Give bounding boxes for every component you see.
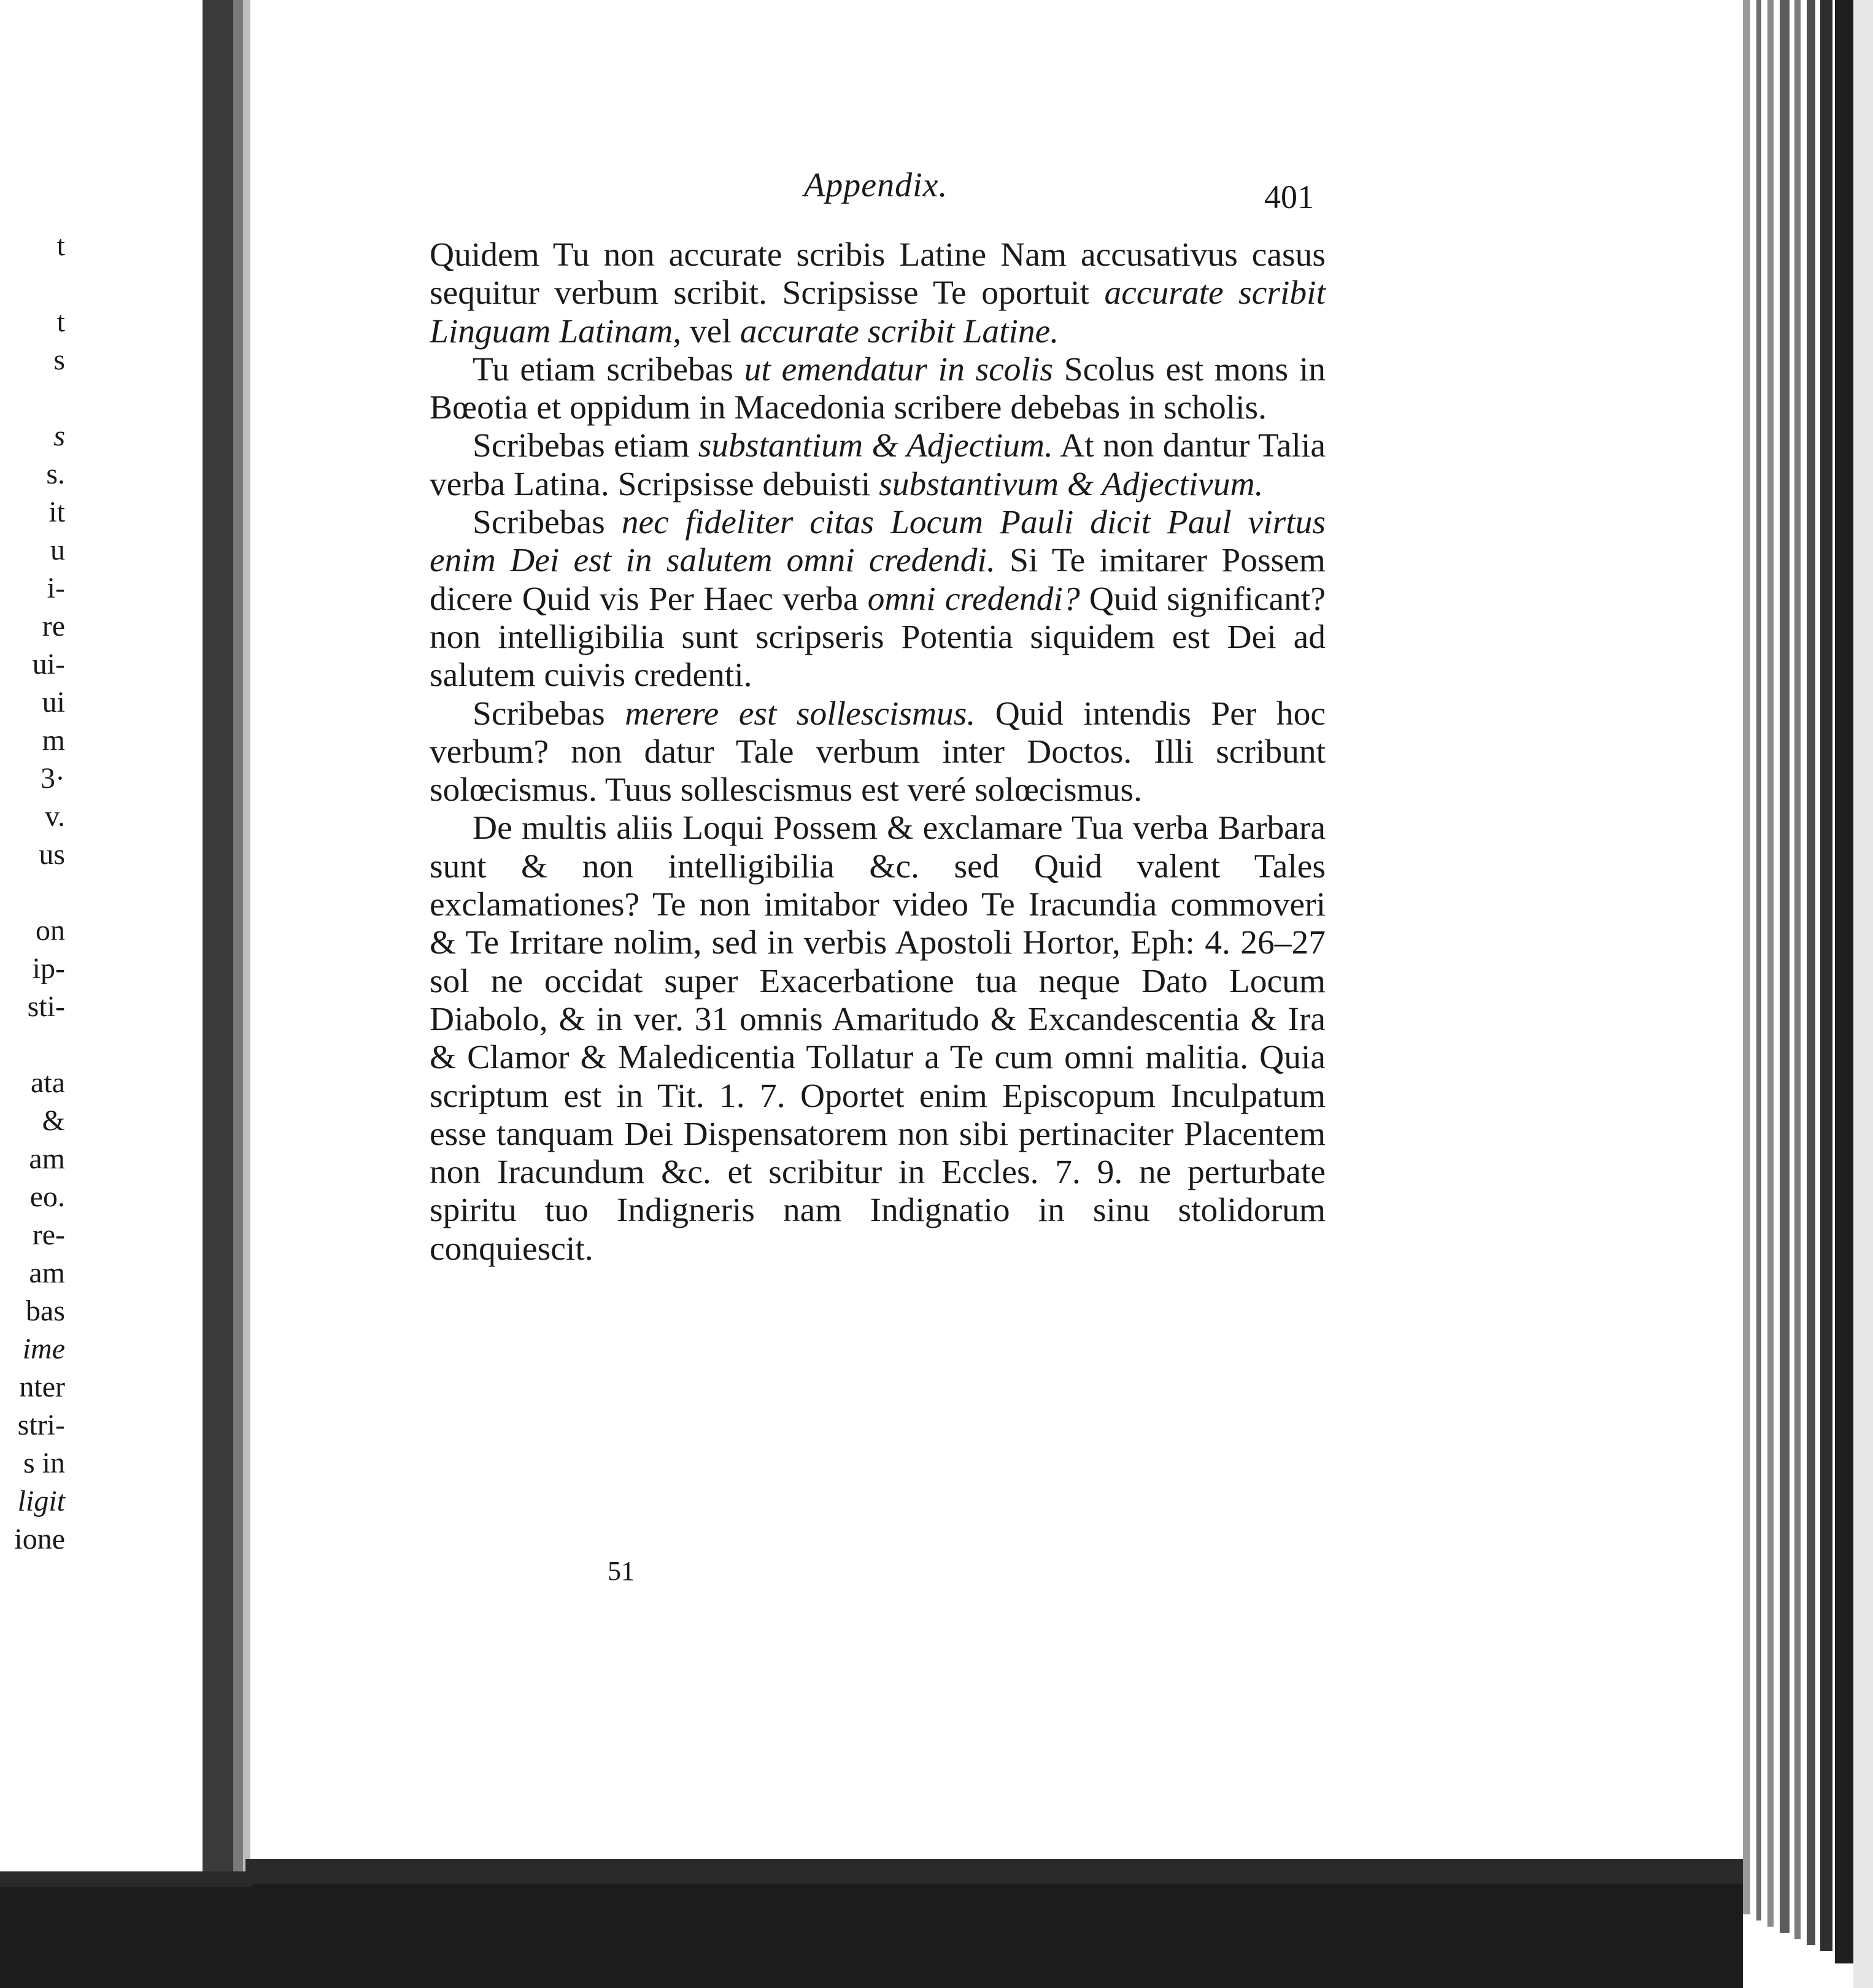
running-head: Appendix. <box>804 166 948 204</box>
facing-line: m <box>42 724 65 757</box>
italic-text: substantivum & Adjectivum. <box>879 465 1264 503</box>
facing-line: stri- <box>17 1409 65 1441</box>
text-run: Scribebas etiam <box>473 427 698 465</box>
facing-line: am <box>29 1142 65 1175</box>
facing-line <box>0 379 68 417</box>
facing-line: s <box>53 420 65 452</box>
text-run: Si Te imitarer Possem dicere Quid vis Per Haec verba <box>430 542 1326 618</box>
paragraph <box>430 695 1326 810</box>
facing-line: re <box>42 610 65 642</box>
italic-text: accurate scribit Linguam Latinam, <box>430 274 1326 350</box>
text-run: Scribebas <box>473 504 622 542</box>
facing-line: ui <box>42 686 65 719</box>
text-run: Tu etiam scribebas <box>473 350 744 388</box>
facing-line: i- <box>47 572 65 604</box>
text-run: Scolus est mons in Bœotia et oppidum in Macedonia scribere debebas in scholis. <box>430 350 1326 427</box>
facing-line: bas <box>26 1295 65 1327</box>
page-number: 401 <box>1264 179 1314 215</box>
italic-text: substantium & Adjectium. <box>698 427 1053 465</box>
facing-line: s in <box>23 1447 65 1479</box>
signature-mark: 51 <box>608 1556 635 1586</box>
text-run: Scribebas <box>473 695 625 733</box>
facing-line: it <box>48 496 65 528</box>
facing-line: 3· <box>41 762 65 795</box>
italic-text: ut emendatur in scolis <box>744 350 1053 388</box>
text-run: vel <box>681 312 740 350</box>
italic-text: omni credendi? <box>867 580 1080 618</box>
body-text <box>430 236 1326 1268</box>
facing-line: s <box>53 344 65 376</box>
italic-text: accurate scribit Latine. <box>740 312 1059 350</box>
paragraph <box>430 351 1326 428</box>
facing-line: re- <box>32 1219 65 1251</box>
facing-line: t <box>56 229 65 262</box>
text-run: Quid intendis Per hoc verbum? non datur Tale verbum inter Doctos. Illi scribunt solœcismus. Tuus sollescismus est veré solœcismus. <box>430 695 1326 809</box>
facing-page-fragments <box>0 227 68 1558</box>
italic-text: merere est sollescismus. <box>625 695 976 733</box>
italic-text: nec fideliter citas Locum Pauli dicit Paul virtus enim Dei est in salutem omni credendi. <box>430 504 1326 580</box>
facing-line <box>0 1026 68 1064</box>
facing-line: nter <box>19 1371 65 1403</box>
facing-line: t <box>56 306 65 338</box>
paragraph <box>430 504 1326 695</box>
paragraph <box>430 809 1326 1268</box>
facing-line: v. <box>45 800 65 833</box>
facing-line: am <box>29 1257 65 1289</box>
facing-line: eo. <box>29 1181 65 1213</box>
facing-line <box>0 265 68 303</box>
facing-line: ui- <box>32 648 65 680</box>
facing-line: ime <box>22 1333 65 1365</box>
text-run: At non dantur Talia verba Latina. Scripsisse debuisti <box>430 427 1326 503</box>
bottom-band <box>0 1878 1743 1988</box>
facing-line: on <box>36 914 65 947</box>
facing-line: ip- <box>32 952 65 985</box>
text-run: Quidem Tu non accurate scribis Latine Nam accusativus casus sequitur verbum scribit. Scripsisse Te oportuit <box>430 236 1326 312</box>
text-run: Quid significant? non intelligibilia sunt scripseris Potentia siquidem est Dei ad salutem cuivis credenti. <box>430 580 1326 695</box>
paragraph <box>430 427 1326 504</box>
facing-line <box>0 874 68 912</box>
text-run: De multis aliis Loqui Possem & exclamare Tua verba Barbara sunt & non intelligibilia &c. sed Quid valent Tales exclamationes? Te non imitabor video Te Iracundia commoveri & Te Irritare nolim, sed in verbis Apostoli Hortor, Eph: 4. 26–27 sol ne occidat super Exacerbatione tua neque Dato Locum Diabolo, & in ver. 31 omnis Amaritudo & Excandescentia & Ira & Clamor & Maledicentia Tollatur a Te cum omni malitia. Quia scriptum est in Tit. 1. 7. Oportet enim Episcopum Inculpatum esse tanquam Dei Dispensatorem non sibi pertinaciter Placentem non Iracundum &c. et scribitur in Eccles. 7. 9. ne perturbate spiritu tuo Indigneris nam Indignatio in sinu stolidorum conquiescit. <box>430 809 1326 1268</box>
facing-line: ione <box>14 1523 65 1555</box>
facing-line: & <box>42 1104 65 1137</box>
facing-line: u <box>50 534 65 566</box>
facing-line: sti- <box>27 990 65 1023</box>
paragraph <box>430 236 1326 351</box>
facing-line: us <box>39 838 65 871</box>
facing-line: ata <box>31 1066 65 1099</box>
facing-line: s. <box>46 458 65 490</box>
facing-line: ligit <box>17 1485 65 1517</box>
